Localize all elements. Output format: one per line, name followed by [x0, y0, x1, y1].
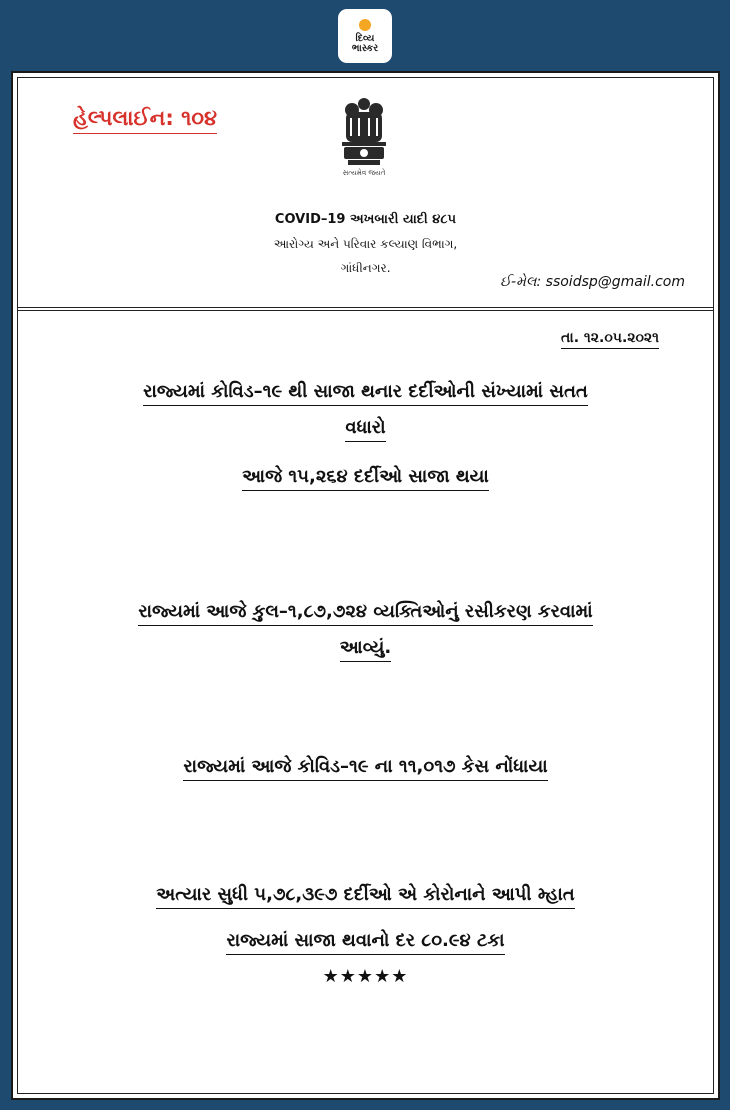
emblem-motto: સત્યમેવ જયતે [342, 169, 386, 177]
department-name: આરોગ્ય અને પરિવાર કલ્યાણ વિભાગ, [273, 237, 458, 251]
logo-text-line2: ભાસ્કર [351, 42, 379, 54]
headline-text: અત્યાર સુધી ૫,૭૮,૩૯૭ દર્દીઓ એ કોરોનાને આપી મ્હાત [156, 884, 574, 909]
ashoka-emblem-icon [336, 96, 392, 178]
headline-text: આવ્યું. [340, 637, 391, 662]
release-header [18, 208, 713, 280]
headline-text: રાજ્યમાં સાજા થવાનો દર ૮૦.૯૪ ટકા [226, 930, 504, 955]
headline-recovery-line1 [18, 374, 713, 410]
helpline-number: હેલ્પલાઈન: ૧૦૪ [73, 106, 217, 134]
department-city: ગાંધીનગર. [340, 261, 391, 275]
divya-bhaskar-logo [338, 9, 392, 63]
inner-border [17, 77, 714, 1094]
headline-text: આજે ૧૫,૨૬૪ દર્દીઓ સાજા થયા [242, 466, 489, 491]
headline-recovery-line2 [18, 410, 713, 446]
headline-text: રાજ્યમાં આજે કોવિડ–૧૯ ના ૧૧,૦૧૭ કેસ નોંધાયા [183, 756, 547, 781]
release-date: તા. ૧૨.૦૫.૨૦૨૧ [561, 330, 659, 349]
logo-text-line1: દિવ્ય [355, 32, 375, 44]
contact-email: ઈ-મેલ: ssoidsp@gmail.com [500, 274, 685, 290]
headline-total-recovered [18, 877, 713, 913]
headline-vaccination-line2 [18, 630, 713, 666]
headline-text: વધારો [345, 417, 385, 442]
headline-text: રાજ્યમાં આજે કુલ–૧,૮૭,૭૨૪ વ્યક્તિઓનું રસીકરણ કરવામાં [138, 601, 592, 626]
headline-text: રાજ્યમાં કોવિડ–૧૯ થી સાજા થનાર દર્દીઓની સંખ્યામાં સતત [143, 381, 588, 406]
headline-new-cases [18, 749, 713, 785]
headline-recovered-today [18, 459, 713, 495]
closing-stars: ★★★★★ [322, 966, 409, 987]
headline-vaccination-line1 [18, 594, 713, 630]
logo-sun-icon [359, 19, 371, 31]
header-divider [18, 307, 713, 311]
release-title: COVID–19 અખબારી યાદી ૪૮૫ [274, 212, 457, 227]
press-release-sheet [11, 71, 720, 1100]
headline-recovery-rate [18, 923, 713, 959]
